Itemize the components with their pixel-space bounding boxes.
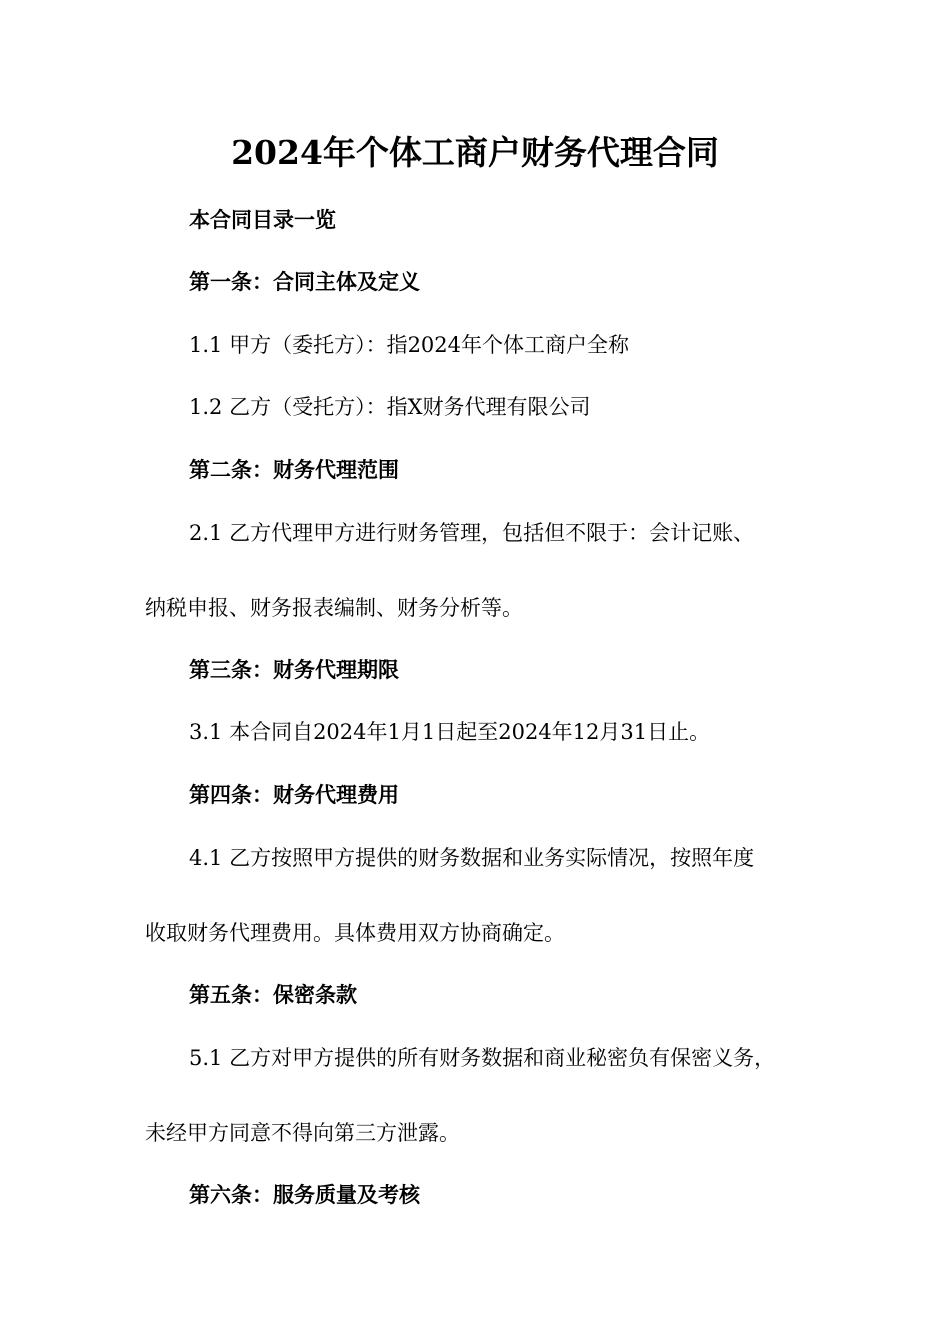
article-1-heading: 第一条：合同主体及定义 [189, 269, 420, 294]
clause-5-1-line-1: 5.1 乙方对甲方提供的所有财务数据和商业秘密负有保密义务， [189, 1046, 776, 1070]
article-2-heading: 第二条：财务代理范围 [189, 457, 399, 482]
clause-2-1-line-1: 2.1 乙方代理甲方进行财务管理，包括但不限于：会计记账、 [189, 521, 755, 545]
clause-5-1-line-2: 未经甲方同意不得向第三方泄露。 [145, 1121, 460, 1145]
article-6-heading: 第六条：服务质量及考核 [189, 1182, 420, 1207]
toc-heading: 本合同目录一览 [189, 207, 336, 232]
clause-3-1: 3.1 本合同自2024年1月1日起至2024年12月31日止。 [189, 720, 711, 744]
article-3-heading: 第三条：财务代理期限 [189, 657, 399, 682]
clause-4-1-line-2: 收取财务代理费用。具体费用双方协商确定。 [145, 921, 565, 945]
article-5-heading: 第五条：保密条款 [189, 982, 357, 1007]
clause-1-2: 1.2 乙方（受托方）：指X财务代理有限公司 [189, 395, 591, 419]
clause-4-1-line-1: 4.1 乙方按照甲方提供的财务数据和业务实际情况，按照年度 [189, 846, 755, 870]
document-title: 2024年个体工商户财务代理合同 [231, 133, 719, 172]
article-4-heading: 第四条：财务代理费用 [189, 782, 399, 807]
clause-1-1: 1.1 甲方（委托方）：指2024年个体工商户全称 [189, 333, 630, 357]
clause-2-1-line-2: 纳税申报、财务报表编制、财务分析等。 [145, 596, 523, 620]
